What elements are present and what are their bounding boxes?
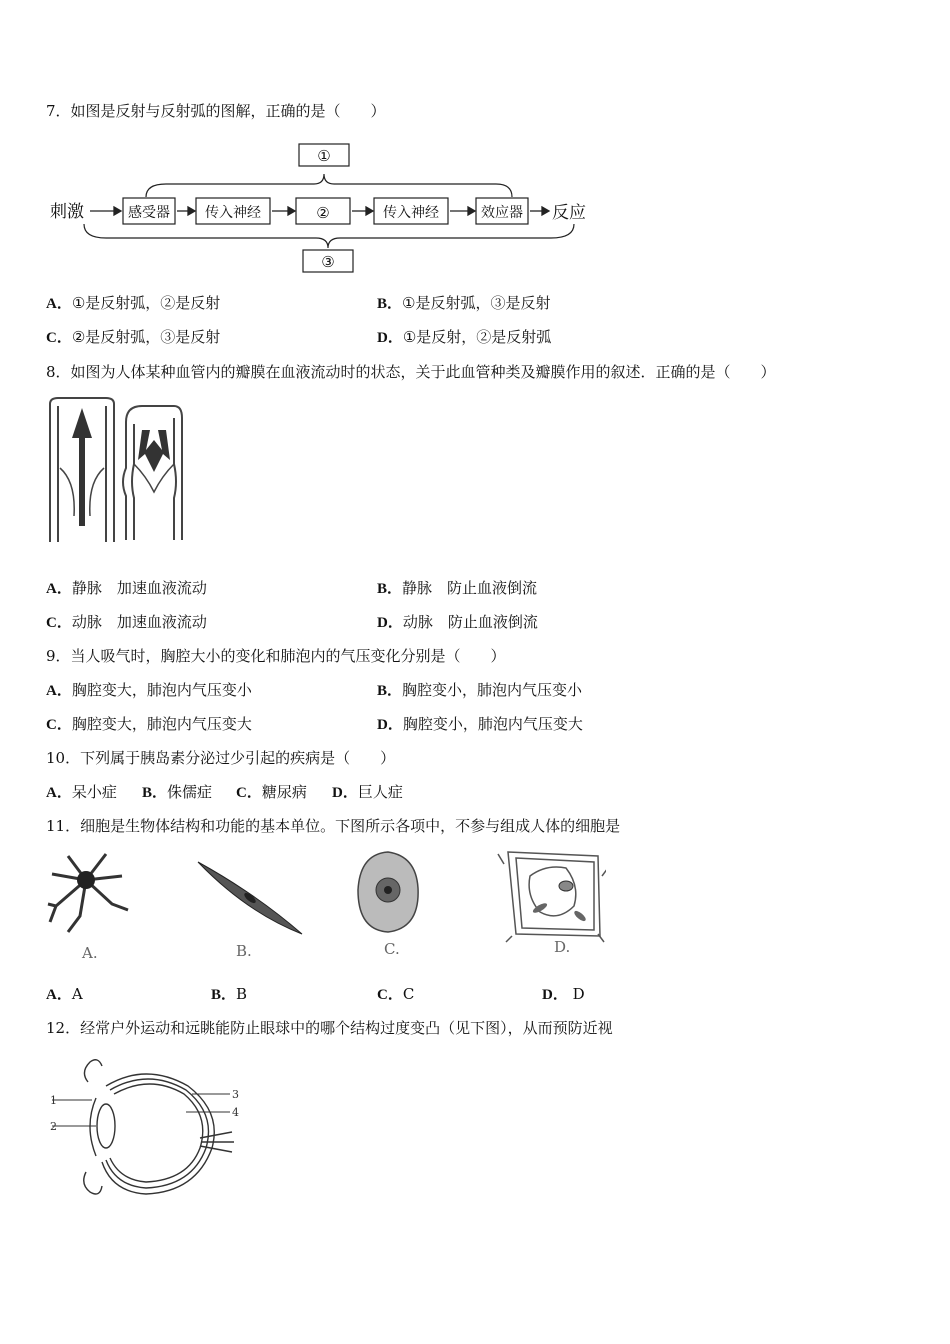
cell-label-c: C. — [384, 940, 400, 958]
eyeball-figure — [46, 1052, 246, 1202]
eye-label-1: 1 — [50, 1094, 57, 1107]
cells-figure — [46, 846, 606, 966]
cell-label-a: A. — [82, 944, 98, 962]
q11-option-d[interactable]: D． D — [542, 985, 585, 1003]
q10-option-b[interactable]: B．侏儒症 — [142, 783, 213, 801]
q9-stem: 9．当人吸气时，胸腔大小的变化和肺泡内的气压变化分别是（ ） — [46, 647, 506, 665]
q7-option-c[interactable]: C．②是反射弧，③是反射 — [46, 328, 221, 346]
plant-cell — [498, 852, 606, 942]
q12-stem: 12．经常户外运动和远眺能防止眼球中的哪个结构过度变凸（见下图），从而预防近视 — [46, 1019, 613, 1037]
cell-label-d: D. — [554, 938, 571, 956]
q8-option-c[interactable]: C．动脉 加速血液流动 — [46, 613, 207, 631]
label2-text: ② — [316, 204, 330, 222]
q10-option-c[interactable]: C．糖尿病 — [236, 783, 307, 801]
q11-stem: 11．细胞是生物体结构和功能的基本单位。下图所示各项中，不参与组成人体的细胞是 — [46, 817, 621, 835]
vein-valve-figure — [46, 396, 192, 546]
q9-option-a[interactable]: A．胸腔变大，肺泡内气压变小 — [46, 681, 252, 699]
q10-stem: 10．下列属于胰岛素分泌过少引起的疾病是（ ） — [46, 749, 396, 767]
neuron-body — [77, 871, 95, 889]
q11-option-c[interactable]: C．C — [377, 985, 415, 1003]
q7-option-b[interactable]: B．①是反射弧，③是反射 — [377, 294, 551, 312]
q8-option-b[interactable]: B．静脉 防止血液倒流 — [377, 579, 538, 597]
q8-option-d[interactable]: D．动脉 防止血液倒流 — [377, 613, 538, 631]
q8-stem: 8．如图为人体某种血管内的瓣膜在血液流动时的状态，关于此血管种类及瓣膜作用的叙述．正确的是（ ） — [46, 363, 776, 381]
q11-option-a[interactable]: A．A — [46, 985, 83, 1003]
cell-label-b: B. — [236, 942, 252, 960]
stimulus-text: 刺激 — [50, 202, 84, 222]
response-text: 反应 — [552, 203, 586, 223]
q9-option-c[interactable]: C．胸腔变大，肺泡内气压变大 — [46, 715, 252, 733]
label3-text: ③ — [321, 253, 335, 271]
neuron-cell — [48, 854, 128, 932]
reflex-arc-diagram — [46, 140, 606, 276]
q11-option-b[interactable]: B．B — [211, 985, 248, 1003]
eye-label-3: 3 — [232, 1088, 239, 1101]
afferent-text: 传入神经 — [205, 205, 261, 221]
receptor-text: 感受器 — [128, 205, 170, 221]
q7-option-d[interactable]: D．①是反射，②是反射弧 — [377, 328, 552, 346]
q9-option-d[interactable]: D．胸腔变小，肺泡内气压变大 — [377, 715, 583, 733]
label1-text: ① — [317, 147, 331, 165]
effector-text: 效应器 — [481, 205, 523, 221]
q9-option-b[interactable]: B．胸腔变小，肺泡内气压变小 — [377, 681, 583, 699]
eye-label-4: 4 — [232, 1106, 239, 1119]
q7-option-a[interactable]: A．①是反射弧，②是反射 — [46, 294, 221, 312]
q8-option-a[interactable]: A．静脉 加速血液流动 — [46, 579, 207, 597]
q10-option-d[interactable]: D．巨人症 — [332, 783, 403, 801]
efferent-text: 传入神经 — [383, 205, 439, 221]
q10-option-a[interactable]: A．呆小症 — [46, 783, 117, 801]
eye-label-2: 2 — [50, 1120, 57, 1133]
q7-stem: 7．如图是反射与反射弧的图解，正确的是（ ） — [46, 102, 386, 120]
